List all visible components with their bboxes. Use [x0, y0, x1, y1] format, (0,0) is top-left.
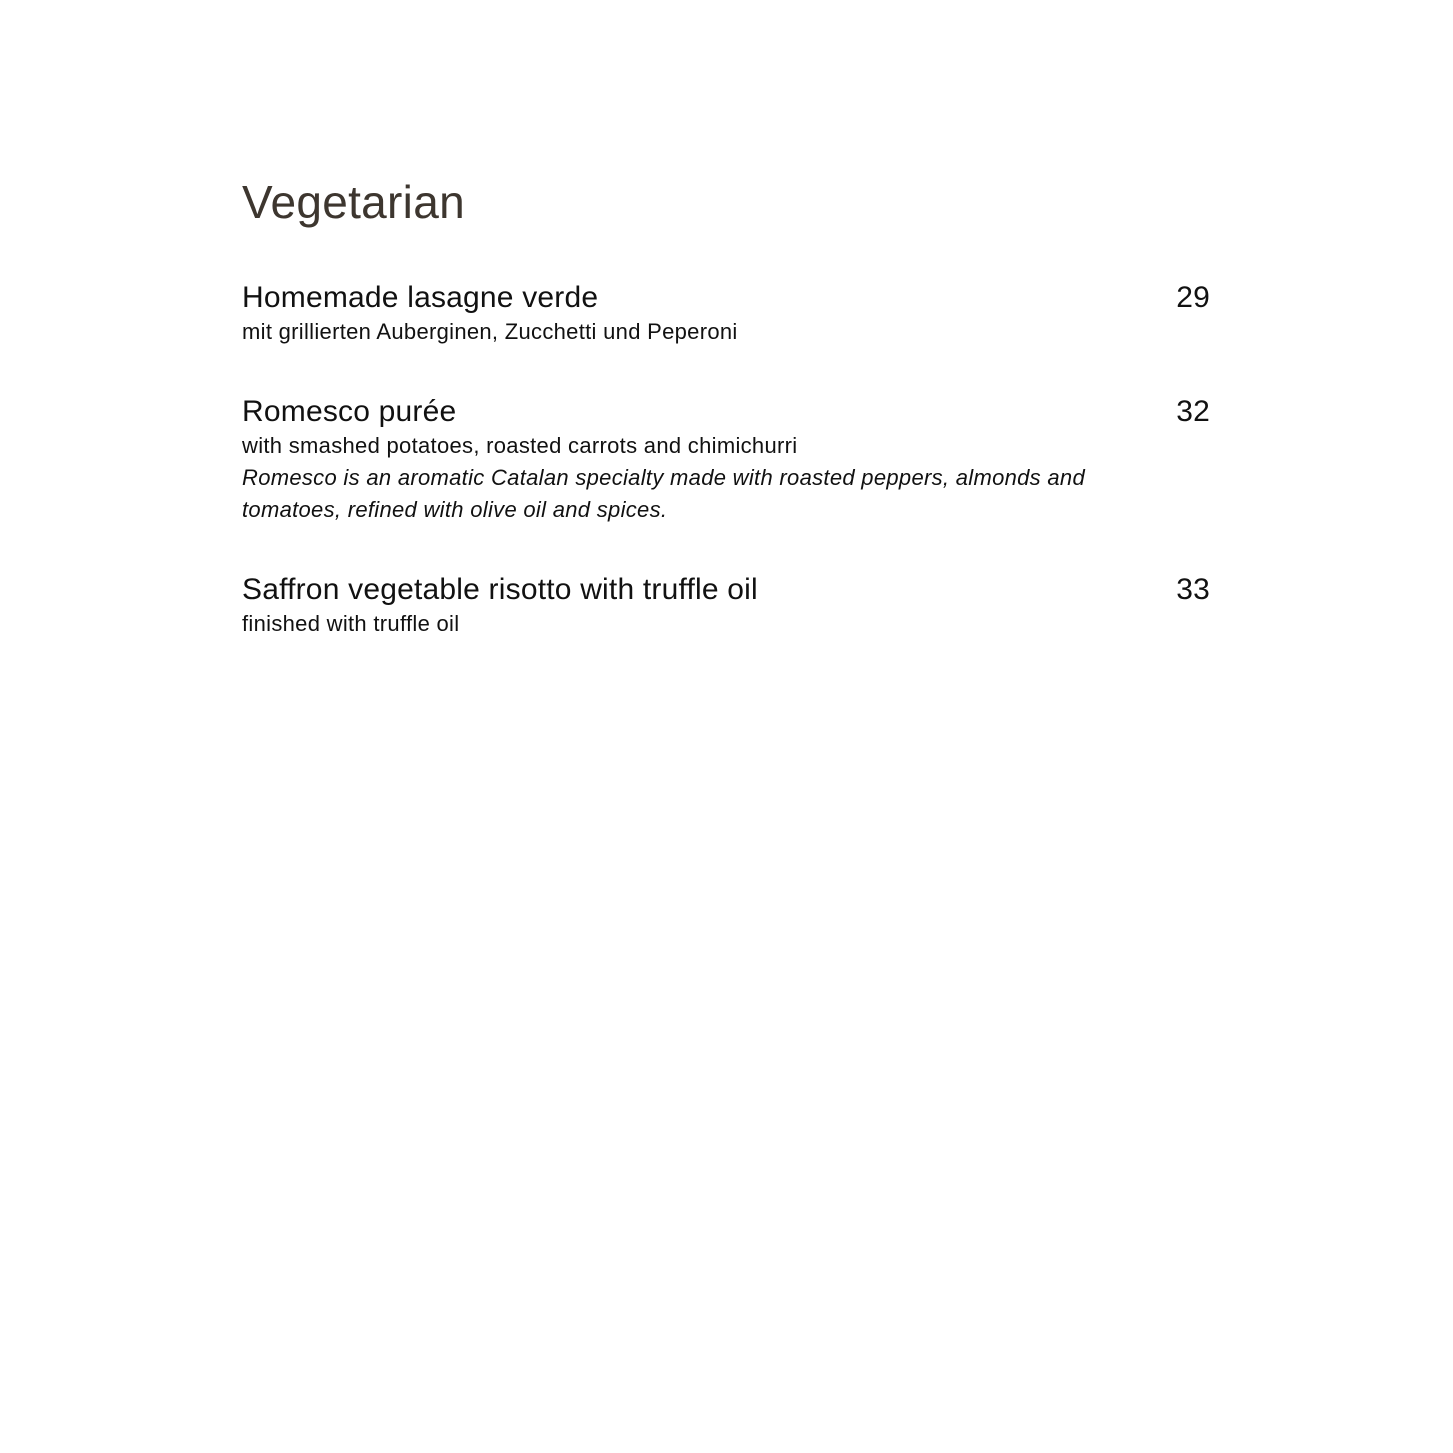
menu-item-price: 32	[1176, 395, 1210, 428]
menu-item-lasagne	[242, 278, 1210, 348]
menu-list	[242, 278, 1210, 640]
menu-item-header	[242, 392, 1210, 432]
menu-item-header	[242, 278, 1210, 318]
menu-item-price: 33	[1176, 573, 1210, 606]
menu-item-price: 29	[1176, 281, 1210, 314]
menu-item-name: Romesco purée	[242, 395, 457, 428]
menu-item-description: with smashed potatoes, roasted carrots and chimichurri	[242, 433, 798, 458]
menu-item-name: Saffron vegetable risotto with truffle oil	[242, 573, 758, 606]
menu-item-risotto	[242, 570, 1210, 640]
menu-item-romesco	[242, 392, 1210, 526]
menu-item-header	[242, 570, 1210, 610]
menu-item-name: Homemade lasagne verde	[242, 281, 599, 314]
menu-page	[242, 170, 1210, 684]
menu-item-description: mit grillierten Auberginen, Zucchetti und Peperoni	[242, 319, 738, 344]
menu-item-note: Romesco is an aromatic Catalan specialty made with roasted peppers, almonds and tomatoes, refined with olive oil and spices.	[242, 465, 1086, 522]
menu-item-description: finished with truffle oil	[242, 611, 460, 636]
section-title: Vegetarian	[242, 176, 465, 228]
